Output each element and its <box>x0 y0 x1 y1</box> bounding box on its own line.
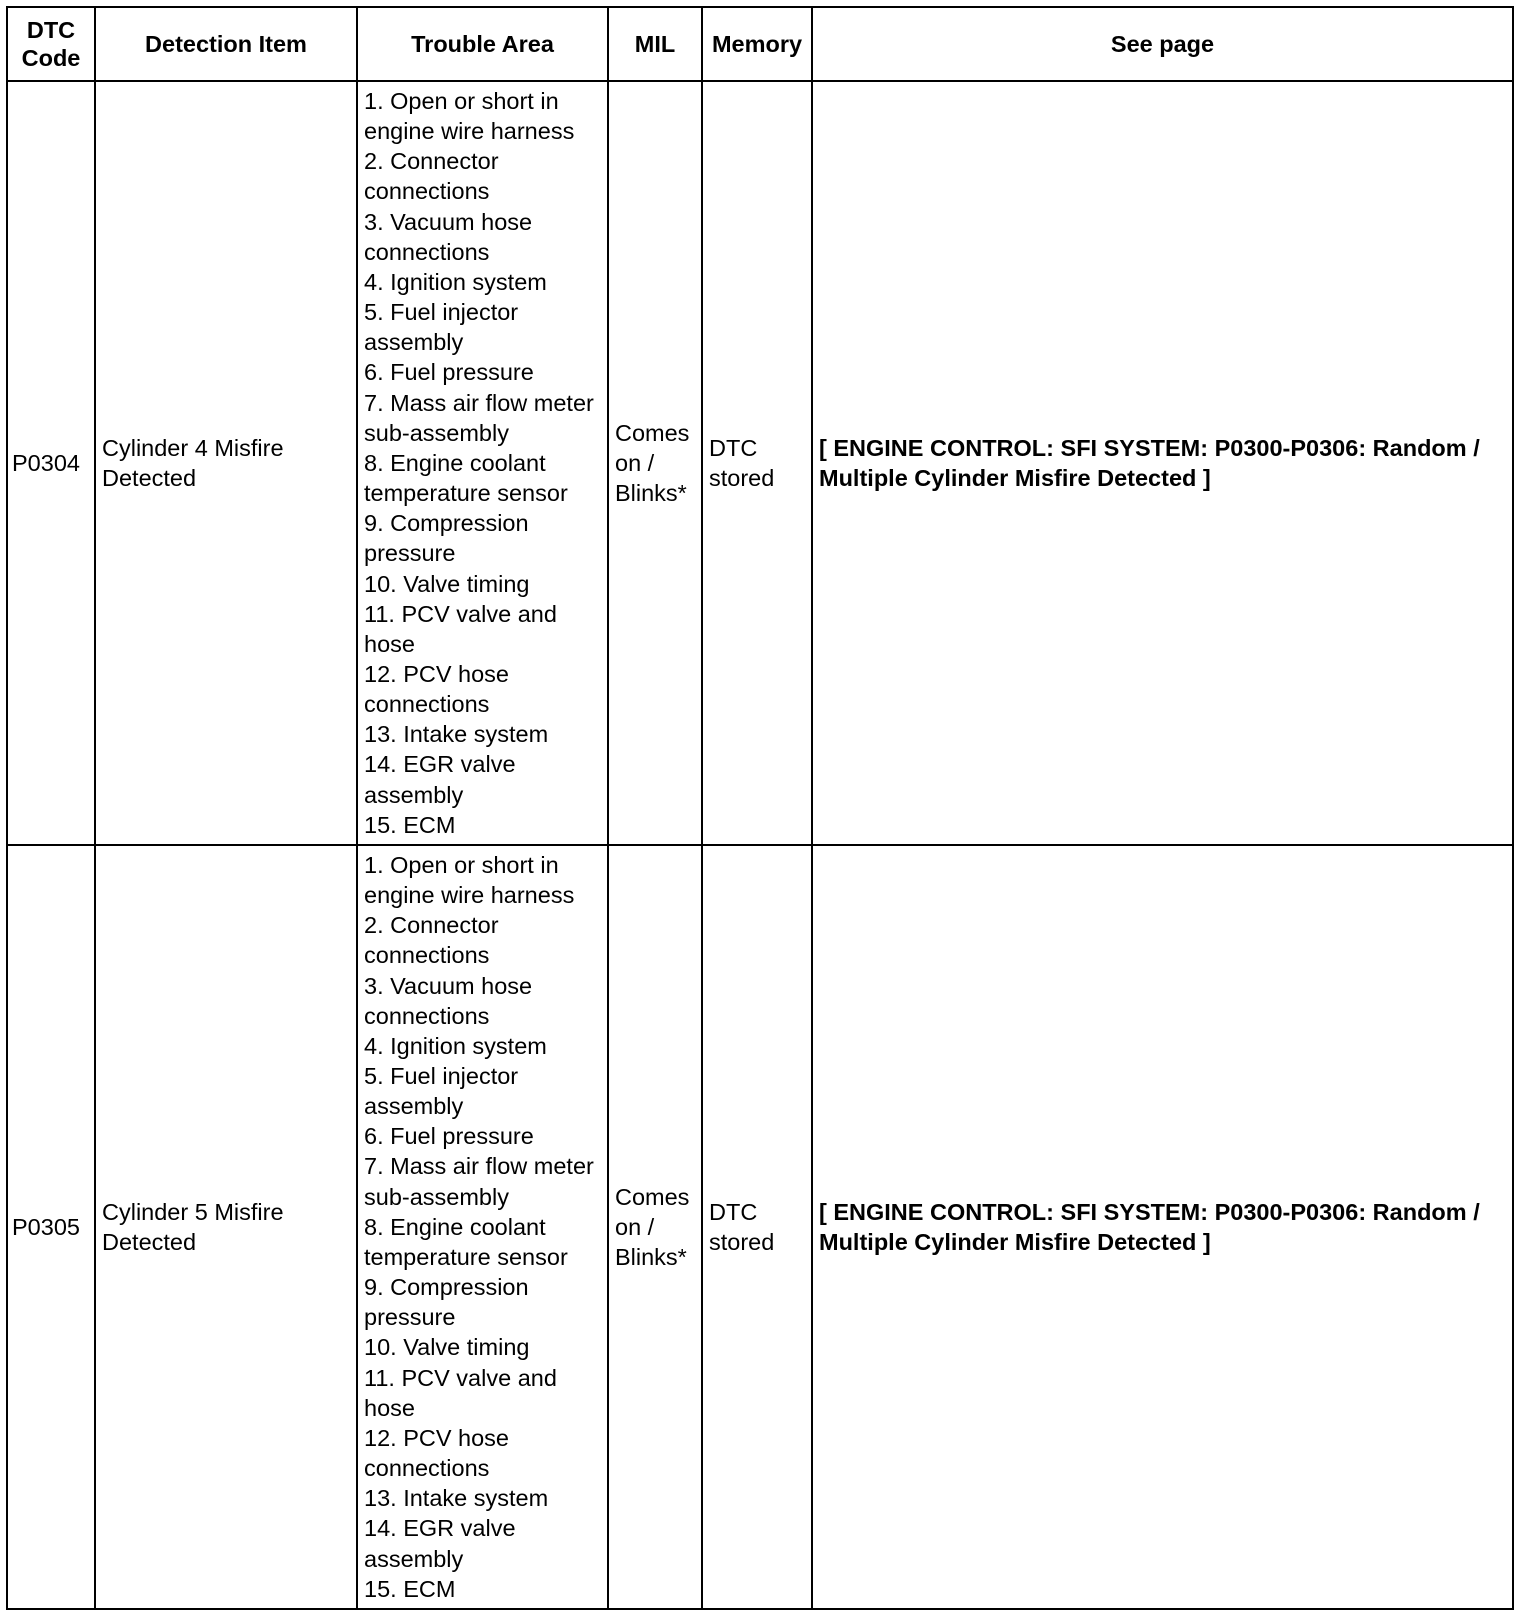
mil-status: Comes on / Blinks* <box>608 81 702 845</box>
trouble-area <box>357 845 608 1609</box>
detection-item: Cylinder 5 Misfire Detected <box>95 845 357 1609</box>
trouble-area-item: 9. Compression pressure <box>364 1274 529 1331</box>
see-page-link[interactable]: [ ENGINE CONTROL: SFI SYSTEM: P0300-P0306: Random / Multiple Cylinder Misfire Detected ] <box>812 845 1513 1609</box>
header-see-page: See page <box>812 7 1513 81</box>
header-trouble-area: Trouble Area <box>357 7 608 81</box>
trouble-area <box>357 81 608 845</box>
trouble-area-item: 10. Valve timing <box>364 1334 530 1361</box>
trouble-area-item: 3. Vacuum hose connections <box>364 208 533 265</box>
trouble-area-item: 5. Fuel injector assembly <box>364 1063 519 1120</box>
memory-status: DTC stored <box>702 845 812 1609</box>
dtc-code: P0305 <box>7 845 95 1609</box>
header-dtc-code: DTC Code <box>7 7 95 81</box>
table-row <box>7 845 1513 1609</box>
see-page-link[interactable]: [ ENGINE CONTROL: SFI SYSTEM: P0300-P0306: Random / Multiple Cylinder Misfire Detected ] <box>812 81 1513 845</box>
trouble-area-item: 11. PCV valve and hose <box>364 1364 557 1421</box>
mil-status: Comes on / Blinks* <box>608 845 702 1609</box>
header-row <box>7 7 1513 81</box>
header-detection-item: Detection Item <box>95 7 357 81</box>
trouble-area-item: 15. ECM <box>364 811 456 838</box>
trouble-area-item: 1. Open or short in engine wire harness <box>364 88 575 145</box>
trouble-area-item: 4. Ignition system <box>364 268 547 295</box>
trouble-area-item: 14. EGR valve assembly <box>364 751 516 808</box>
header-memory: Memory <box>702 7 812 81</box>
trouble-area-item: 2. Connector connections <box>364 148 499 205</box>
trouble-area-item: 6. Fuel pressure <box>364 1123 534 1150</box>
trouble-area-item: 15. ECM <box>364 1575 456 1602</box>
trouble-area-item: 11. PCV valve and hose <box>364 600 557 657</box>
trouble-area-item: 4. Ignition system <box>364 1032 547 1059</box>
trouble-area-item: 14. EGR valve assembly <box>364 1515 516 1572</box>
trouble-area-item: 1. Open or short in engine wire harness <box>364 851 575 909</box>
trouble-area-item: 3. Vacuum hose connections <box>364 972 533 1029</box>
trouble-area-item: 2. Connector connections <box>364 912 499 969</box>
trouble-area-item: 9. Compression pressure <box>364 510 529 567</box>
detection-item: Cylinder 4 Misfire Detected <box>95 81 357 845</box>
table-row <box>7 81 1513 845</box>
dtc-table <box>6 6 1514 1610</box>
trouble-area-item: 13. Intake system <box>364 721 549 748</box>
trouble-area-item: 6. Fuel pressure <box>364 359 534 386</box>
trouble-area-item: 5. Fuel injector assembly <box>364 299 519 356</box>
trouble-area-item: 8. Engine coolant temperature sensor <box>364 1213 568 1270</box>
trouble-area-item: 13. Intake system <box>364 1485 549 1512</box>
memory-status: DTC stored <box>702 81 812 845</box>
trouble-area-item: 7. Mass air flow meter sub-assembly <box>364 1153 594 1210</box>
trouble-area-item: 7. Mass air flow meter sub-assembly <box>364 389 594 446</box>
trouble-area-item: 12. PCV hose connections <box>364 660 510 718</box>
trouble-area-item: 8. Engine coolant temperature sensor <box>364 449 568 507</box>
header-mil: MIL <box>608 7 702 81</box>
dtc-code: P0304 <box>7 81 95 845</box>
trouble-area-item: 10. Valve timing <box>364 570 530 597</box>
trouble-area-item: 12. PCV hose connections <box>364 1424 510 1482</box>
